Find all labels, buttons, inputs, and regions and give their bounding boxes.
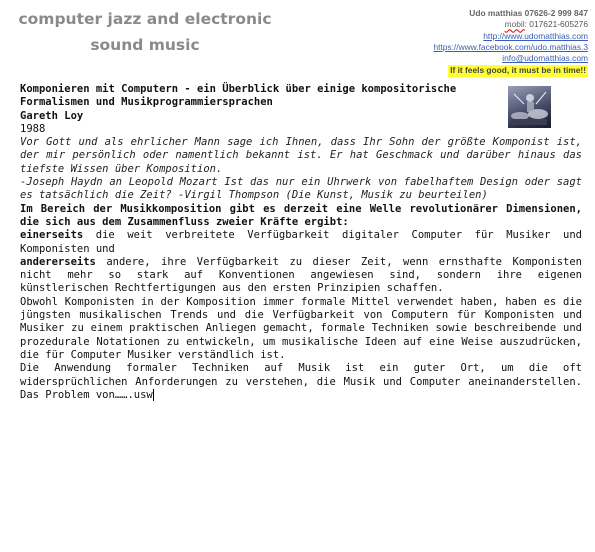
mobile-label: mobil: [504, 19, 525, 30]
quote-haydn: Vor Gott und als ehrlicher Mann sage ich Ihnen, dass Ihr Sohn der größte Komponist ist, der mir persönlich oder namentlich bekannt ist. Er hat Geschmack und darüber hinaus das tiefste Wissen über Komposition.: [20, 136, 582, 175]
intro-paragraph: Im Bereich der Musikkomposition gibt es derzeit eine Welle revolutionärer Dimensionen, die sich aus dem Zusammenfluss zweier Kräfte ergibt:: [20, 202, 582, 228]
article-year: 1988: [20, 122, 46, 135]
second-label: andererseits: [20, 255, 96, 268]
last-paragraph-text: Die Anwendung formaler Techniken auf Musik ist ein guter Ort, um die oft widersprüchlichen Anforderungen zu verstehen, die Musik und Computer aneinanderstellen. Das Problem von…….usw: [20, 362, 582, 401]
article-author: Gareth Loy: [20, 109, 84, 122]
slogan-badge: If it feels good, it must be in time!!: [450, 65, 586, 76]
formal-paragraph: Obwohl Komponisten in der Komposition immer formale Mittel verwendet haben, haben es die jüngsten musikalischen Trends und die Verfügbarkeit von Computern für Komponisten und Musiker zu einem praktischen Anliegen gemacht, formale Techniken sowie beschreibende und prozedurale Notationen zu entwickeln, um musikalische Ideen auf eine Weise auszudrücken, die für Computer Musiker verständlich ist.: [20, 295, 582, 361]
first-label: einerseits: [20, 229, 84, 242]
text-cursor: [153, 389, 154, 401]
mobile-number: : 017621-605276: [524, 19, 588, 30]
second-force: [20, 256, 582, 296]
second-text: andere, ihre Verfügbarkeit zu dieser Zeit, wenn ernsthafte Komponisten nicht mehr so stark auf Konventionen angewiesen sind, sondern ihre eigenen künstlerischen Rechtfertigungen aus den ersten Prinzipien schaffen.: [20, 255, 582, 295]
last-paragraph: [20, 362, 582, 402]
first-text: die weit verbreitete Verfügbarkeit digitaler Computer für Musiker und Komponisten und: [20, 229, 582, 255]
article-title: Komponieren mit Computern - ein Überblick über einige kompositorische Formalismen und Musikprogrammiersprachen: [20, 83, 457, 109]
site-title: computer jazz and electronic sound music: [18, 10, 272, 54]
first-force: [20, 229, 582, 256]
contact-block: [358, 8, 588, 77]
facebook-link[interactable]: https://www.facebook.com/udo.matthias.3: [433, 41, 588, 52]
article: [20, 83, 582, 402]
email-link[interactable]: info@udomatthias.com: [502, 53, 588, 64]
contact-name-phone: Udo matthias 07626-2 999 847: [469, 8, 588, 18]
website-link[interactable]: http://www.udomatthias.com: [483, 30, 588, 41]
quote-thompson: -Joseph Haydn an Leopold Mozart Ist das nur ein Uhrwerk von fabelhaftem Design oder sagt es tatsächlich die Zeit? -Virgil Thompson (Die Kunst, Musik zu beurteilen): [20, 176, 582, 202]
contact-mobile: [358, 19, 588, 30]
